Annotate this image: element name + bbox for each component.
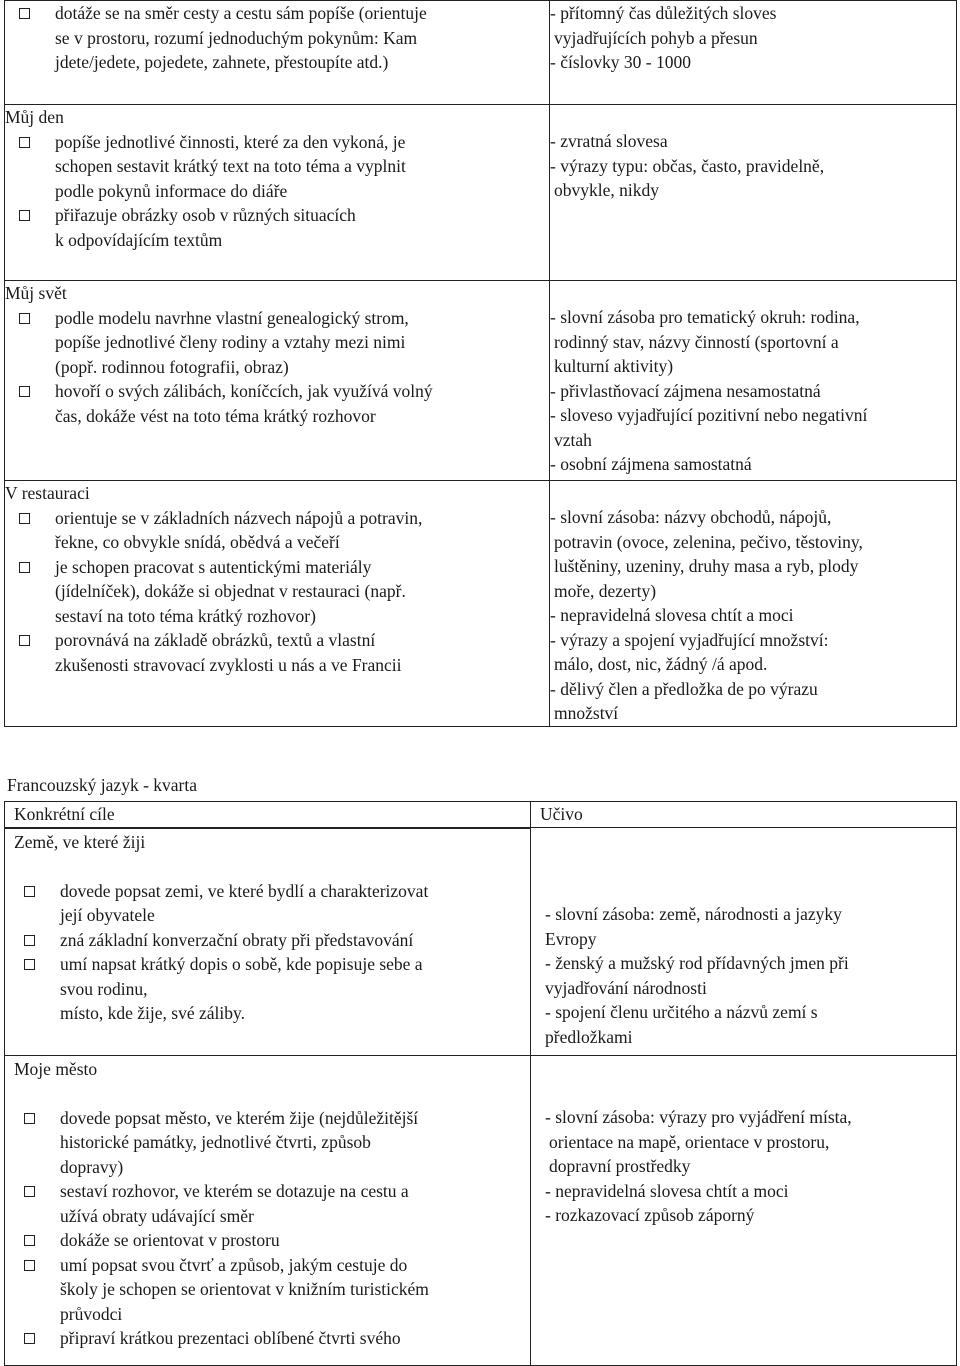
- checkbox-item: [10, 1179, 522, 1228]
- content-line: - slovní zásoba: výrazy pro vyjádření místa,: [545, 1107, 852, 1127]
- item-line: podle modelu navrhne vlastní genealogický strom,: [55, 307, 409, 328]
- section-title: Můj svět: [5, 283, 67, 303]
- content-line: - sloveso vyjadřující pozitivní nebo negativní: [550, 405, 868, 425]
- content-line: Evropy: [545, 928, 597, 949]
- item-line: užívá obraty udávající směr: [60, 1205, 254, 1226]
- item-line: historické památky, jednotlivé čtvrti, způsob: [60, 1132, 371, 1152]
- section-title: V restauraci: [5, 483, 90, 503]
- goals-cell: [5, 1056, 531, 1366]
- content-line: moře, dezerty): [554, 580, 657, 601]
- content-line: vyjadřování národnosti: [545, 977, 707, 998]
- item-line: dovede popsat zemi, ve které bydlí a charakterizovat: [60, 880, 429, 901]
- item-line: přiřazuje obrázky osob v různých situacích: [55, 205, 356, 225]
- content-line: - nepravidelná slovesa chtít a moci: [550, 605, 794, 625]
- item-line: řekne, co obvykle snídá, obědvá a večeří: [55, 532, 340, 552]
- item-line: čas, dokáže vést na toto téma krátký rozhovor: [55, 405, 376, 426]
- content-line: množství: [554, 703, 619, 723]
- item-line: školy je schopen se orientovat v knižním turistickém: [60, 1279, 429, 1299]
- section-title: Můj den: [5, 107, 64, 127]
- content-cell: [550, 481, 957, 727]
- checkbox-item: [10, 1326, 522, 1351]
- content-line: - slovní zásoba pro tematický okruh: rodina,: [550, 307, 860, 327]
- content-line: rodinný stav, názvy činností (sportovní a: [554, 331, 839, 352]
- content-cell: [550, 281, 957, 481]
- item-line: umí napsat krátký dopis o sobě, kde popisuje sebe a: [60, 954, 423, 974]
- section-title: Země, ve které žiji: [5, 828, 531, 855]
- section-heading: Francouzský jazyk - kvarta: [7, 775, 197, 795]
- checkbox-item: [5, 1, 549, 75]
- item-line: je schopen pracovat s autentickými materiály: [55, 556, 372, 577]
- content-cell: [531, 1056, 957, 1366]
- item-line: dovede popsat město, ve kterém žije (nejdůležitější: [60, 1107, 419, 1128]
- goals-cell: [5, 1, 550, 105]
- content-line: orientace na mapě, orientace v prostoru,: [549, 1131, 830, 1152]
- content-line: - přítomný čas důležitých sloves: [550, 3, 777, 23]
- content-line: - nepravidelná slovesa chtít a moci: [545, 1180, 789, 1201]
- item-line: sestaví rozhovor, ve kterém se dotazuje na cestu a: [60, 1181, 409, 1201]
- item-line: sestaví na toto téma krátký rozhovor): [55, 605, 316, 626]
- table-row: [5, 828, 957, 1056]
- item-line: místo, kde žije, své záliby.: [60, 1003, 245, 1023]
- content-line: vztah: [554, 429, 592, 450]
- table-header-row: [5, 802, 957, 828]
- content-line: luštěniny, uzeniny, druhy masa a ryb, plody: [554, 556, 859, 576]
- item-line: orientuje se v základních názvech nápojů a potravin,: [55, 507, 423, 528]
- checkbox-item: [10, 879, 522, 928]
- checkbox-item: [5, 628, 549, 677]
- checkbox-item: [5, 555, 549, 629]
- content-line: předložkami: [545, 1026, 633, 1047]
- content-cell: [550, 105, 957, 281]
- item-line: jdete/jedete, pojedete, zahnete, přestoupíte atd.): [55, 52, 389, 72]
- item-line: schopen sestavit krátký text na toto téma a vyplnit: [55, 156, 406, 176]
- table-row: [5, 481, 957, 727]
- content-line: potravin (ovoce, zelenina, pečivo, těstoviny,: [554, 531, 863, 552]
- item-line: dopravy): [60, 1156, 124, 1177]
- goals-cell: [5, 281, 550, 481]
- item-line: dokáže se orientovat v prostoru: [60, 1230, 280, 1250]
- table-row: [5, 105, 957, 281]
- content-line: - zvratná slovesa: [550, 131, 668, 151]
- item-line: její obyvatele: [60, 905, 155, 925]
- item-line: popíše jednotlivé členy rodiny a vztahy mezi nimi: [55, 332, 406, 352]
- checkbox-item: [10, 1106, 522, 1180]
- content-cell: [531, 828, 957, 1056]
- curriculum-table-kvarta: [4, 801, 957, 1366]
- content-line: kulturní aktivity): [554, 356, 674, 376]
- content-line: - spojení členu určitého a názvů zemí s: [545, 1002, 818, 1022]
- item-line: porovnává na základě obrázků, textů a vlastní: [55, 630, 376, 650]
- content-line: - osobní zájmena samostatná: [550, 454, 752, 474]
- content-line: - výrazy typu: občas, často, pravidelně,: [550, 155, 825, 176]
- item-line: zná základní konverzační obraty při představování: [60, 929, 414, 950]
- content-line: - dělivý člen a předložka de po výrazu: [550, 678, 818, 699]
- section-title: Moje město: [14, 1059, 98, 1079]
- checkbox-item: [10, 1228, 522, 1253]
- content-line: málo, dost, nic, žádný /á apod.: [554, 654, 768, 674]
- item-line: se v prostoru, rozumí jednoduchým pokynům: Kam: [55, 27, 418, 48]
- item-line: svou rodinu,: [60, 978, 148, 999]
- checkbox-item: [5, 506, 549, 555]
- curriculum-table-top: [4, 0, 957, 727]
- goals-cell: [5, 828, 531, 1056]
- table-row: [5, 1056, 957, 1366]
- content-line: - ženský a mužský rod přídavných jmen při: [545, 953, 849, 973]
- item-line: umí popsat svou čtvrť a způsob, jakým cestuje do: [60, 1254, 408, 1275]
- content-line: - číslovky 30 - 1000: [550, 52, 691, 72]
- header-cell: [5, 802, 531, 828]
- content-line: - výrazy a spojení vyjadřující množství:: [550, 629, 829, 650]
- table-row: [5, 1, 957, 105]
- checkbox-item: [10, 928, 522, 953]
- item-line: podle pokynů informace do diáře: [55, 180, 288, 201]
- goals-cell: [5, 481, 550, 727]
- content-line: vyjadřujících pohyb a přesun: [554, 27, 758, 48]
- item-line: dotáže se na směr cesty a cestu sám popíše (orientuje: [55, 3, 427, 23]
- checkbox-item: [5, 130, 549, 204]
- item-line: k odpovídajícím textům: [55, 229, 223, 250]
- content-line: dopravní prostředky: [549, 1156, 691, 1176]
- goals-cell: [5, 105, 550, 281]
- item-line: připraví krátkou prezentaci oblíbené čtvrti svého: [60, 1328, 401, 1348]
- checkbox-item: [5, 306, 549, 380]
- checkbox-item: [5, 379, 549, 428]
- checkbox-item: [5, 203, 549, 252]
- content-line: obvykle, nikdy: [554, 180, 659, 200]
- content-line: - slovní zásoba: názvy obchodů, nápojů,: [550, 507, 832, 527]
- item-line: průvodci: [60, 1303, 123, 1324]
- content-line: - slovní zásoba: země, národnosti a jazyky: [545, 904, 842, 924]
- checkbox-item: [10, 1253, 522, 1327]
- content-line: - rozkazovací způsob záporný: [545, 1205, 755, 1225]
- item-line: (jídelníček), dokáže si objednat v restauraci (např.: [55, 581, 406, 601]
- content-line: - přivlastňovací zájmena nesamostatná: [550, 380, 821, 401]
- content-cell: [550, 1, 957, 105]
- header-goals: Konkrétní cíle: [14, 804, 115, 824]
- item-line: (popř. rodinnou fotografii, obraz): [55, 356, 289, 377]
- header-cell: [531, 802, 957, 828]
- header-content: Učivo: [540, 804, 583, 824]
- item-line: hovoří o svých zálibách, koníčcích, jak využívá volný: [55, 381, 433, 401]
- table-row: [5, 281, 957, 481]
- checkbox-item: [10, 952, 522, 1026]
- item-line: zkušenosti stravovací zvyklosti u nás a ve Francii: [55, 654, 402, 675]
- item-line: popíše jednotlivé činnosti, které za den vykoná, je: [55, 131, 406, 152]
